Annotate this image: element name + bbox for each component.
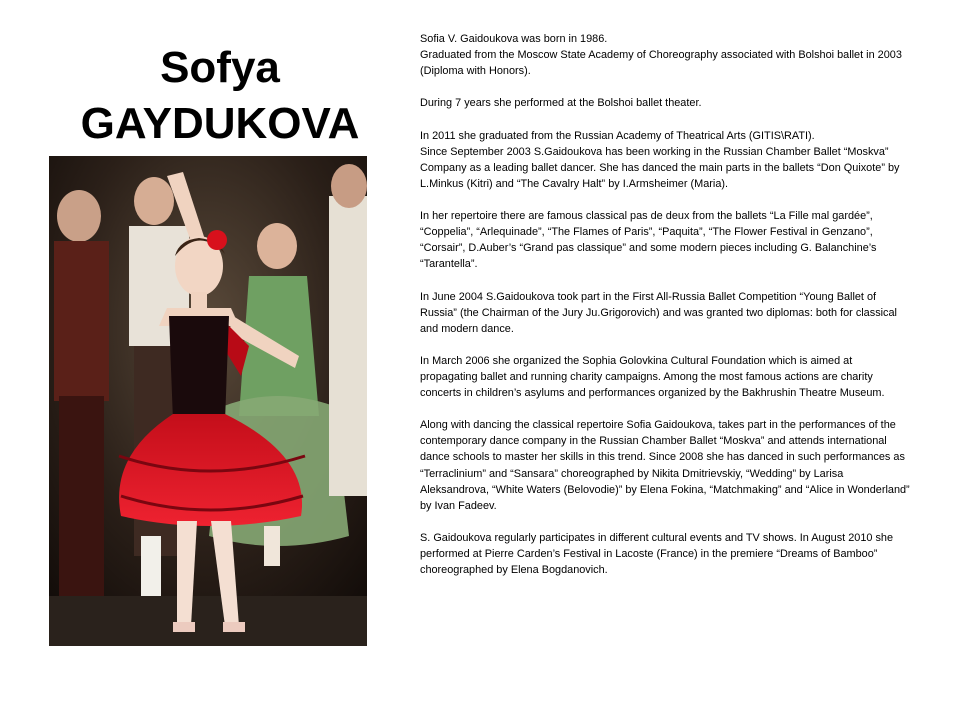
title-first-name: Sofya [160,43,280,92]
title-last-name: GAYDUKOVA [80,99,360,148]
bio-paragraph: Graduated from the Moscow State Academy of Choreography associated with Bolshoi ballet in 2003 (Diploma with Honors). [420,49,902,78]
bio-paragraph: In her repertoire there are famous classical pas de deux from the ballets “La Fille mal gardée”, “Coppelia”, “Arlequinade”, “The Flames of Paris”, “Paquita”, “The Flower Festival in Genzano”, “Corsair”, D.Auber’s “Grand pas classique” and some modern pieces including G. Balanchine’s “Tarantella”. [420,210,877,271]
bio-paragraph: S. Gaidoukova regularly participates in different cultural events and TV shows. In August 2010 she performed at Pierre Carden’s Festival in Lacoste (France) in the premiere “Dreams of Bamboo” choreographed by Elena Bogdanovich. [420,531,894,577]
bio-paragraph: In June 2004 S.Gaidoukova took part in the First All-Russia Ballet Competition “Young Ballet of Russia” (the Chairman of the Jury Ju.Grigorovich) and was granted two diplomas: both for classical and modern dance. [420,290,897,335]
bio-paragraph: During 7 years she performed at the Bolshoi ballet theater. [420,97,702,110]
bio-paragraph: In March 2006 she organized the Sophia Golovkina Cultural Foundation which is aimed at propagating ballet and running charity campaigns. Among the most famous actions are charity concerts in children’s asylums and performances organized by the Bakhrushin Theatre Museum. [420,354,885,400]
biography-text [420,31,910,594]
dancer-photo [49,156,367,646]
slide-title [40,40,400,152]
bio-paragraph: Sofia V. Gaidoukova was born in 1986. [420,33,608,45]
bio-paragraph: Along with dancing the classical repertoire Sofia Gaidoukova, takes part in the performances of the contemporary dance company in the Russian Chamber Ballet “Moskva” and attends international dance schools to master her skills in this trend. Since 2008 she has danced in such performances as “Terraclinium” and “Sansara” choreographed by Nikita Dmitrievskiy, “Wedding” by Larisa Aleksandrova, “White Waters (Belovodie)” by Elena Fokina, “Matchmaking” and “Alice in Wonderland” by Ivan Fadeev. [420,419,910,512]
bio-paragraph: In 2011 she graduated from the Russian Academy of Theatrical Arts (GITIS\RATI). Since September 2003 S.Gaidoukova has been working in the Russian Chamber Ballet “Moskva” Company as a leading ballet dancer. She has danced the main parts in the ballets “Don Quixote” by L.Minkus (Kitri) and “The Cavalry Halt” by I.Armsheimer (Maria). [420,129,900,190]
